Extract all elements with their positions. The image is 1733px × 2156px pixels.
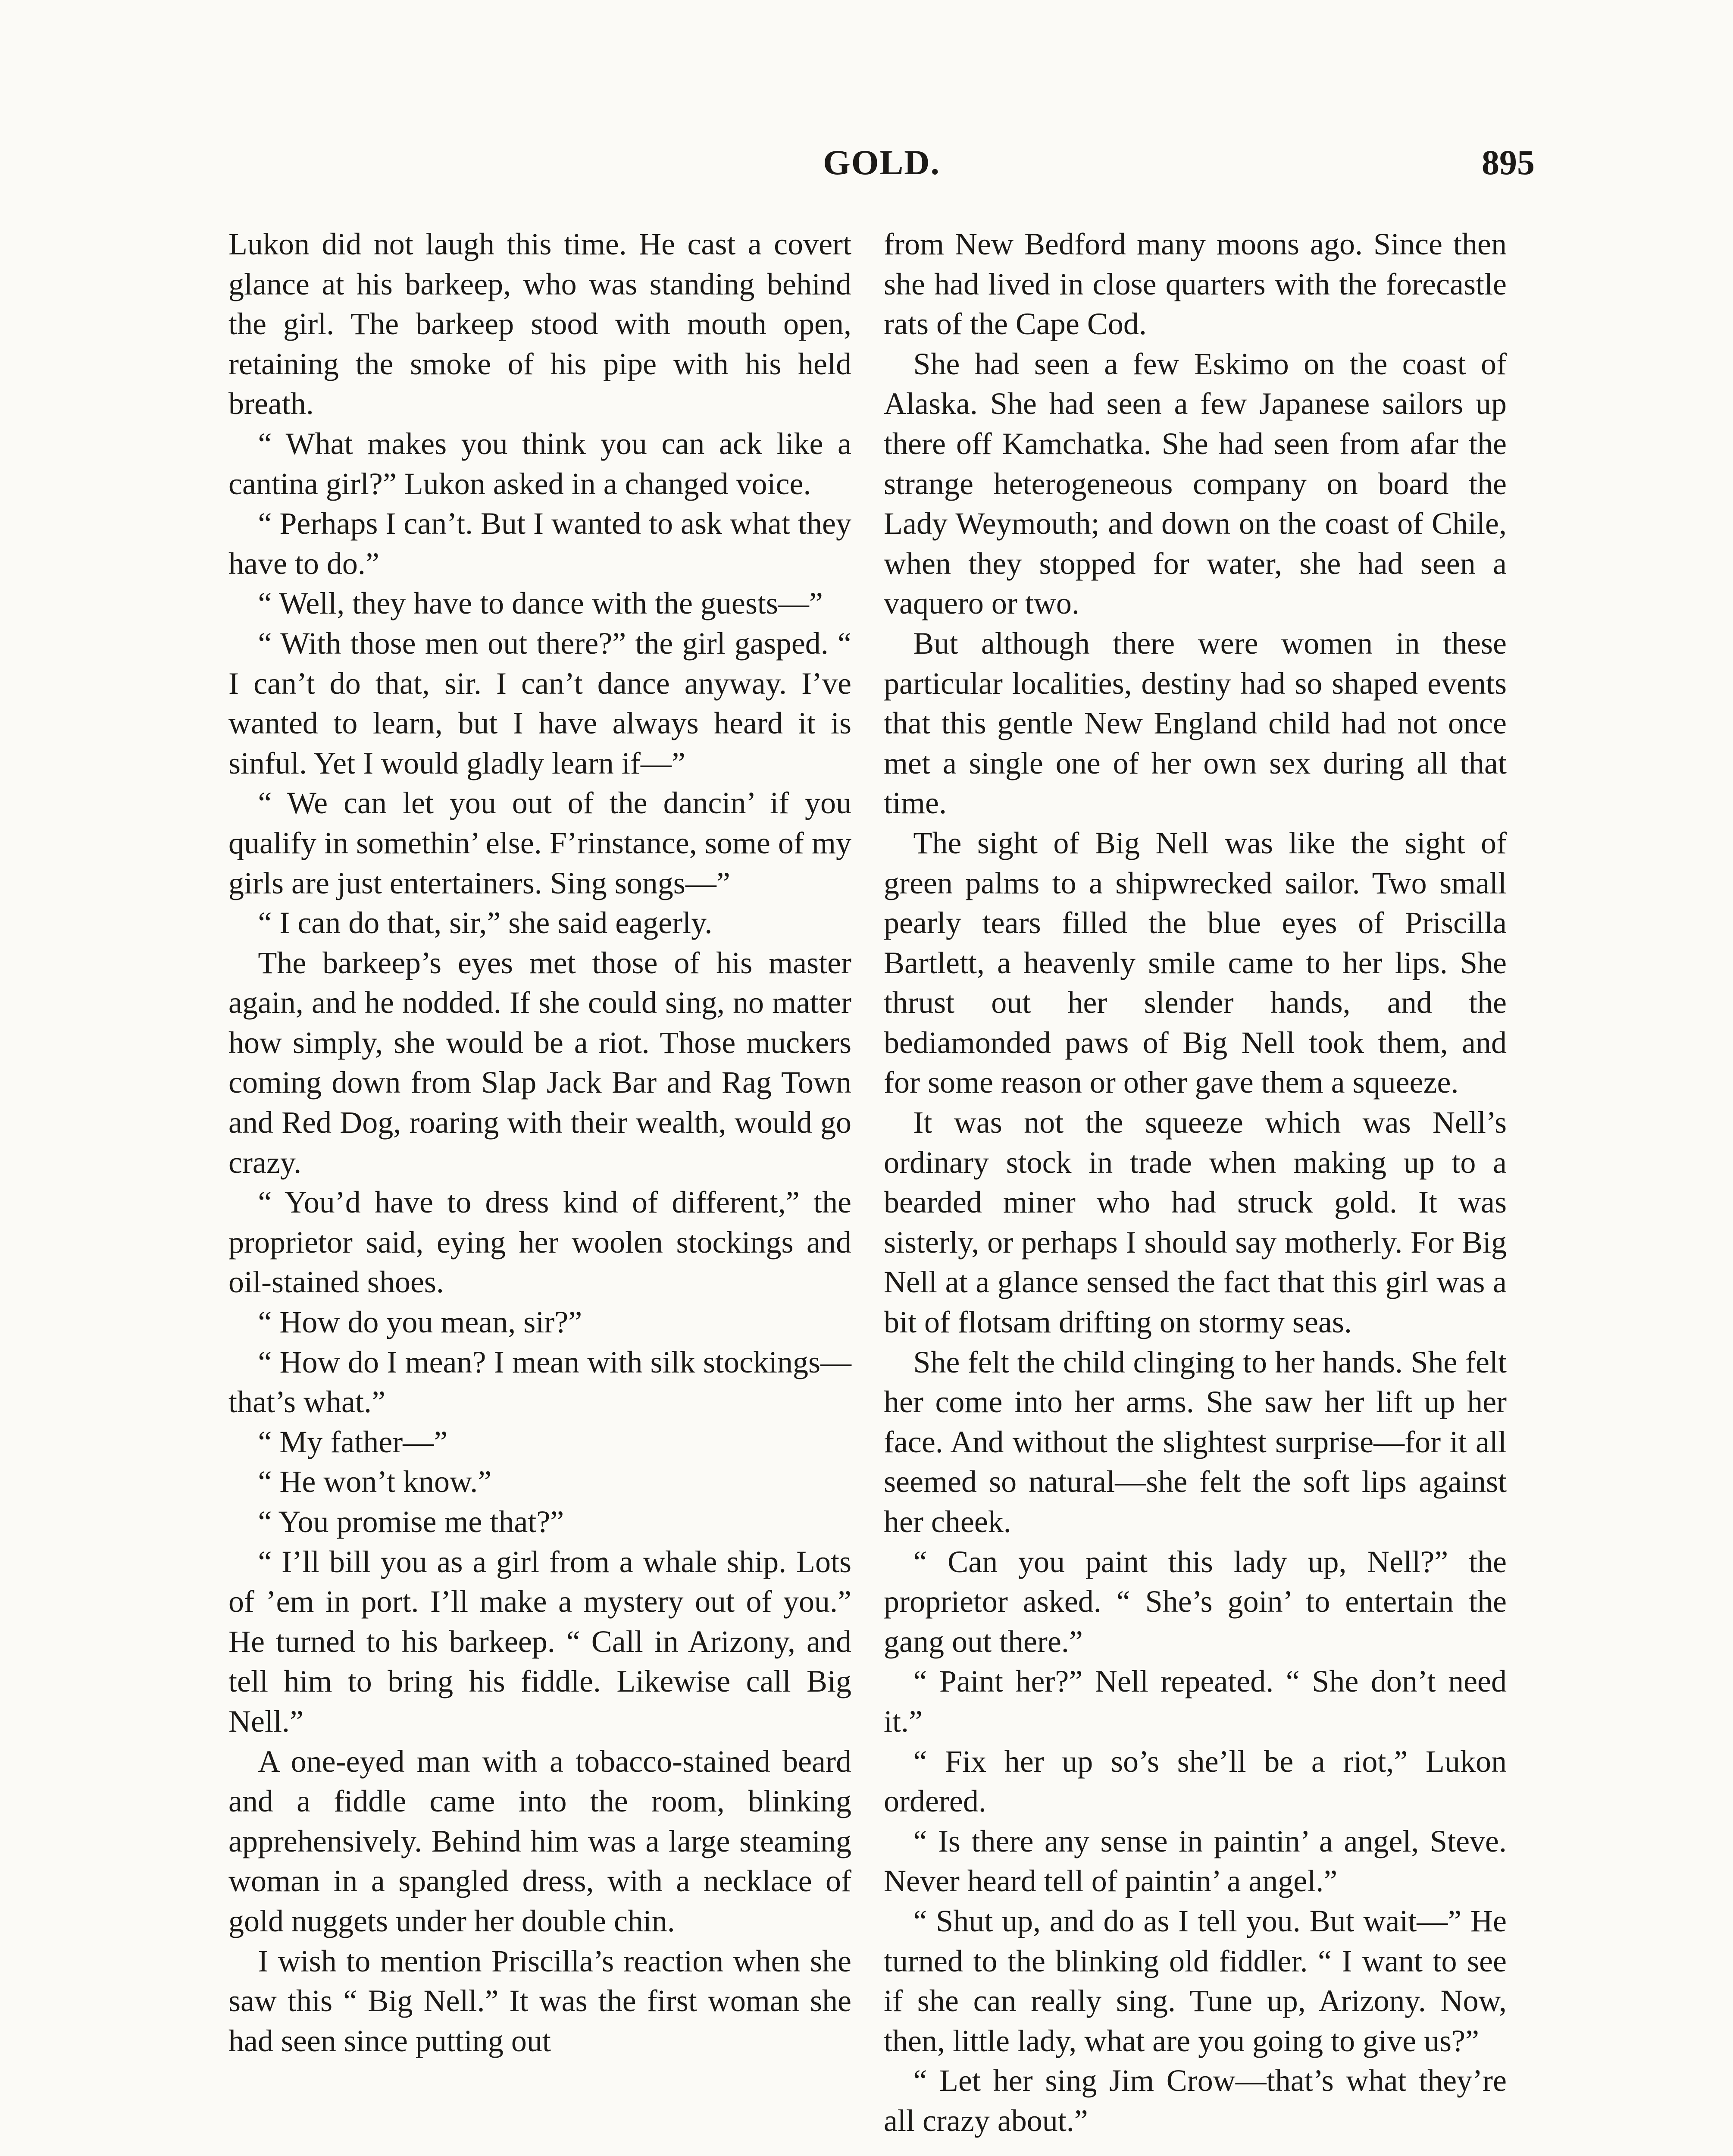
paragraph: “ I’ll bill you as a girl from a whale ship. Lots of ’em in port. I’ll make a mystery out of you.” He turned to his barkeep. “ Call in Arizony, and tell him to bring his fiddle. Likewise call Big Nell.” xyxy=(228,1544,851,1739)
paragraph: “ I can do that, sir,” she said eagerly. xyxy=(258,906,713,940)
paragraph: She felt the child clinging to her hands. She felt her come into her arms. She saw her lift up her face. And without the slightest surprise—for it all seemed so natural—she felt the soft lips against her cheek. xyxy=(884,1344,1507,1539)
paragraph: “ With those men out there?” the girl gasped. “ I can’t do that, sir. I can’t dance anyway. I’ve wanted to learn, but I have always heard it is sinful. Yet I would gladly learn if—” xyxy=(228,626,851,780)
paragraph: “ What makes you think you can ack like a cantina girl?” Lukon asked in a changed voice. xyxy=(228,426,851,501)
paragraph: “ Well, they have to dance with the guests—” xyxy=(258,586,823,621)
paragraph: “ How do you mean, sir?” xyxy=(258,1305,582,1340)
paragraph: “ Paint her?” Nell repeated. “ She don’t need it.” xyxy=(884,1664,1507,1739)
paragraph: Lukon did not laugh this time. He cast a covert glance at his barkeep, who was standing behind the girl. The barkeep stood with mouth open, retaining the smoke of his pipe with his held breath. xyxy=(228,227,851,421)
paragraph: “ Perhaps I can’t. But I wanted to ask what they have to do.” xyxy=(228,506,851,581)
paragraph: from New Bedford many moons ago. Since then she had lived in close quarters with the forecastle rats of the Cape Cod. xyxy=(884,227,1507,342)
paragraph: “ You promise me that?” xyxy=(258,1504,564,1539)
paragraph: “ How do I mean? I mean with silk stockings—that’s what.” xyxy=(228,1344,851,1420)
paragraph: She had seen a few Eskimo on the coast of Alaska. She had seen a few Japanese sailors up there off Kamchatka. She had seen from afar the strange heterogeneous company on board the Lady Weymouth; and down on the coast of Chile, when they stopped for water, she had seen a vaquero or two. xyxy=(884,346,1507,621)
paragraph: It was not the squeeze which was Nell’s ordinary stock in trade when making up to a bearded miner who had struck gold. It was sisterly, or perhaps I should say motherly. For Big Nell at a glance sensed the fact that this girl was a bit of flotsam drifting on stormy seas. xyxy=(884,1105,1507,1340)
right-column xyxy=(884,224,1507,2141)
paragraph: I wish to mention Priscilla’s reaction when she saw this “ Big Nell.” It was the first woman she had seen since putting out xyxy=(228,1943,851,2058)
paragraph: “ Fix her up so’s she’ll be a riot,” Lukon ordered. xyxy=(884,1744,1507,1819)
paragraph: “ Is there any sense in paintin’ a angel, Steve. Never heard tell of paintin’ a angel.” xyxy=(884,1824,1507,1899)
left-column xyxy=(228,224,851,2061)
paragraph: “ We can let you out of the dancin’ if you qualify in somethin’ else. F’rinstance, some of my girls are just entertainers. Sing songs—” xyxy=(228,786,851,900)
paragraph: The barkeep’s eyes met those of his master again, and he nodded. If she could sing, no matter how simply, she would be a riot. Those muckers coming down from Slap Jack Bar and Rag Town and Red Dog, roaring with their wealth, would go crazy. xyxy=(228,945,851,1180)
running-header xyxy=(228,142,1535,198)
paragraph: A one-eyed man with a tobacco-stained beard and a fiddle came into the room, blinking apprehensively. Behind him was a large steaming woman in a spangled dress, with a necklace of gold nuggets under her double chin. xyxy=(228,1744,851,1938)
paragraph: “ He won’t know.” xyxy=(258,1464,492,1499)
paragraph: “ Can you paint this lady up, Nell?” the proprietor asked. “ She’s goin’ to entertain the gang out there.” xyxy=(884,1544,1507,1659)
page-number: 895 xyxy=(1482,143,1535,182)
paragraph: “ Let her sing Jim Crow—that’s what they’re all crazy about.” xyxy=(884,2063,1507,2138)
paragraph: The sight of Big Nell was like the sight of green palms to a shipwrecked sailor. Two small pearly tears filled the blue eyes of Priscilla Bartlett, a heavenly smile came to her lips. She thrust out her slender hands, and the bediamonded paws of Big Nell took them, and for some reason or other gave them a squeeze. xyxy=(884,825,1507,1100)
paragraph: “ My father—” xyxy=(258,1424,448,1459)
chapter-title: GOLD. xyxy=(823,143,940,182)
paragraph: “ You’d have to dress kind of different,” the proprietor said, eying her woolen stockings and oil-stained shoes. xyxy=(228,1185,851,1300)
paragraph: “ Shut up, and do as I tell you. But wait—” He turned to the blinking old fiddler. “ I want to see if she can really sing. Tune up, Arizony. Now, then, little lady, what are you going to give us?” xyxy=(884,1903,1507,2058)
paragraph: But although there were women in these particular localities, destiny had so shaped events that this gentle New England child had not once met a single one of her own sex during all that time. xyxy=(884,626,1507,821)
